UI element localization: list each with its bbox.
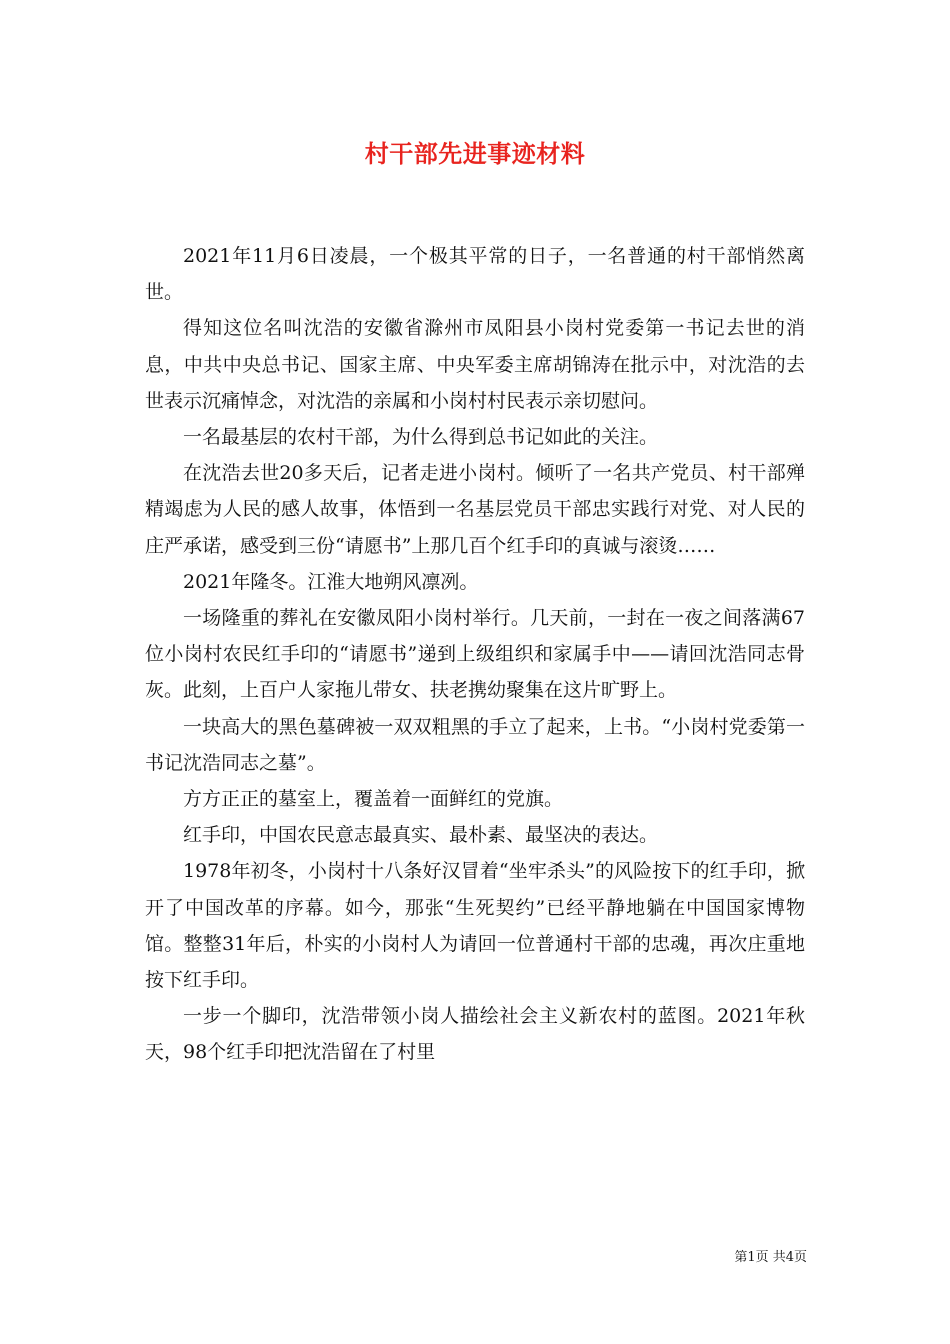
paragraph: 1978年初冬，小岗村十八条好汉冒着“坐牢杀头”的风险按下的红手印，掀开了中国改革的序幕。如今，那张“生死契约”已经平静地躺在中国国家博物馆。整整31年后，朴实的小岗村人为请回一位普通村干部的忠魂，再次庄重地按下红手印。 (145, 860, 805, 992)
paragraph: 红手印，中国农民意志最真实、最朴素、最坚决的表达。 (183, 824, 659, 847)
document-title: 村干部先进事迹材料 (364, 139, 586, 168)
page-number: 第1页 共4页 (734, 1250, 807, 1265)
paragraph: 得知这位名叫沈浩的安徽省滁州市凤阳县小岗村党委第一书记去世的消息，中共中央总书记、国家主席、中央军委主席胡锦涛在批示中，对沈浩的去世表示沉痛悼念，对沈浩的亲属和小岗村村民表示亲切慰问。 (145, 317, 805, 412)
paragraph: 一名最基层的农村干部，为什么得到总书记如此的关注。 (183, 426, 659, 449)
document-body (145, 238, 805, 1071)
paragraph: 2021年11月6日凌晨，一个极其平常的日子，一名普通的村干部悄然离世。 (145, 245, 805, 304)
paragraph: 一块高大的黑色墓碑被一双双粗黑的手立了起来，上书。“小岗村党委第一书记沈浩同志之墓”。 (145, 715, 805, 774)
paragraph: 一步一个脚印，沈浩带领小岗人描绘社会主义新农村的蓝图。2021年秋天，98个红手印把沈浩留在了村里 (145, 1005, 805, 1064)
paragraph: 在沈浩去世20多天后，记者走进小岗村。倾听了一名共产党员、村干部殚精竭虑为人民的感人故事，体悟到一名基层党员干部忠实践行对党、对人民的庄严承诺，感受到三份“请愿书”上那几百个红手印的真诚与滚烫…… (145, 462, 805, 557)
paragraph: 2021年隆冬。江淮大地朔风凛冽。 (183, 570, 479, 593)
paragraph: 方方正正的墓室上，覆盖着一面鲜红的党旗。 (183, 788, 564, 811)
paragraph: 一场隆重的葬礼在安徽凤阳小岗村举行。几天前，一封在一夜之间落满67位小岗村农民红手印的“请愿书”递到上级组织和家属手中——请回沈浩同志骨灰。此刻，上百户人家拖儿带女、扶老携幼聚集在这片旷野上。 (145, 607, 805, 702)
